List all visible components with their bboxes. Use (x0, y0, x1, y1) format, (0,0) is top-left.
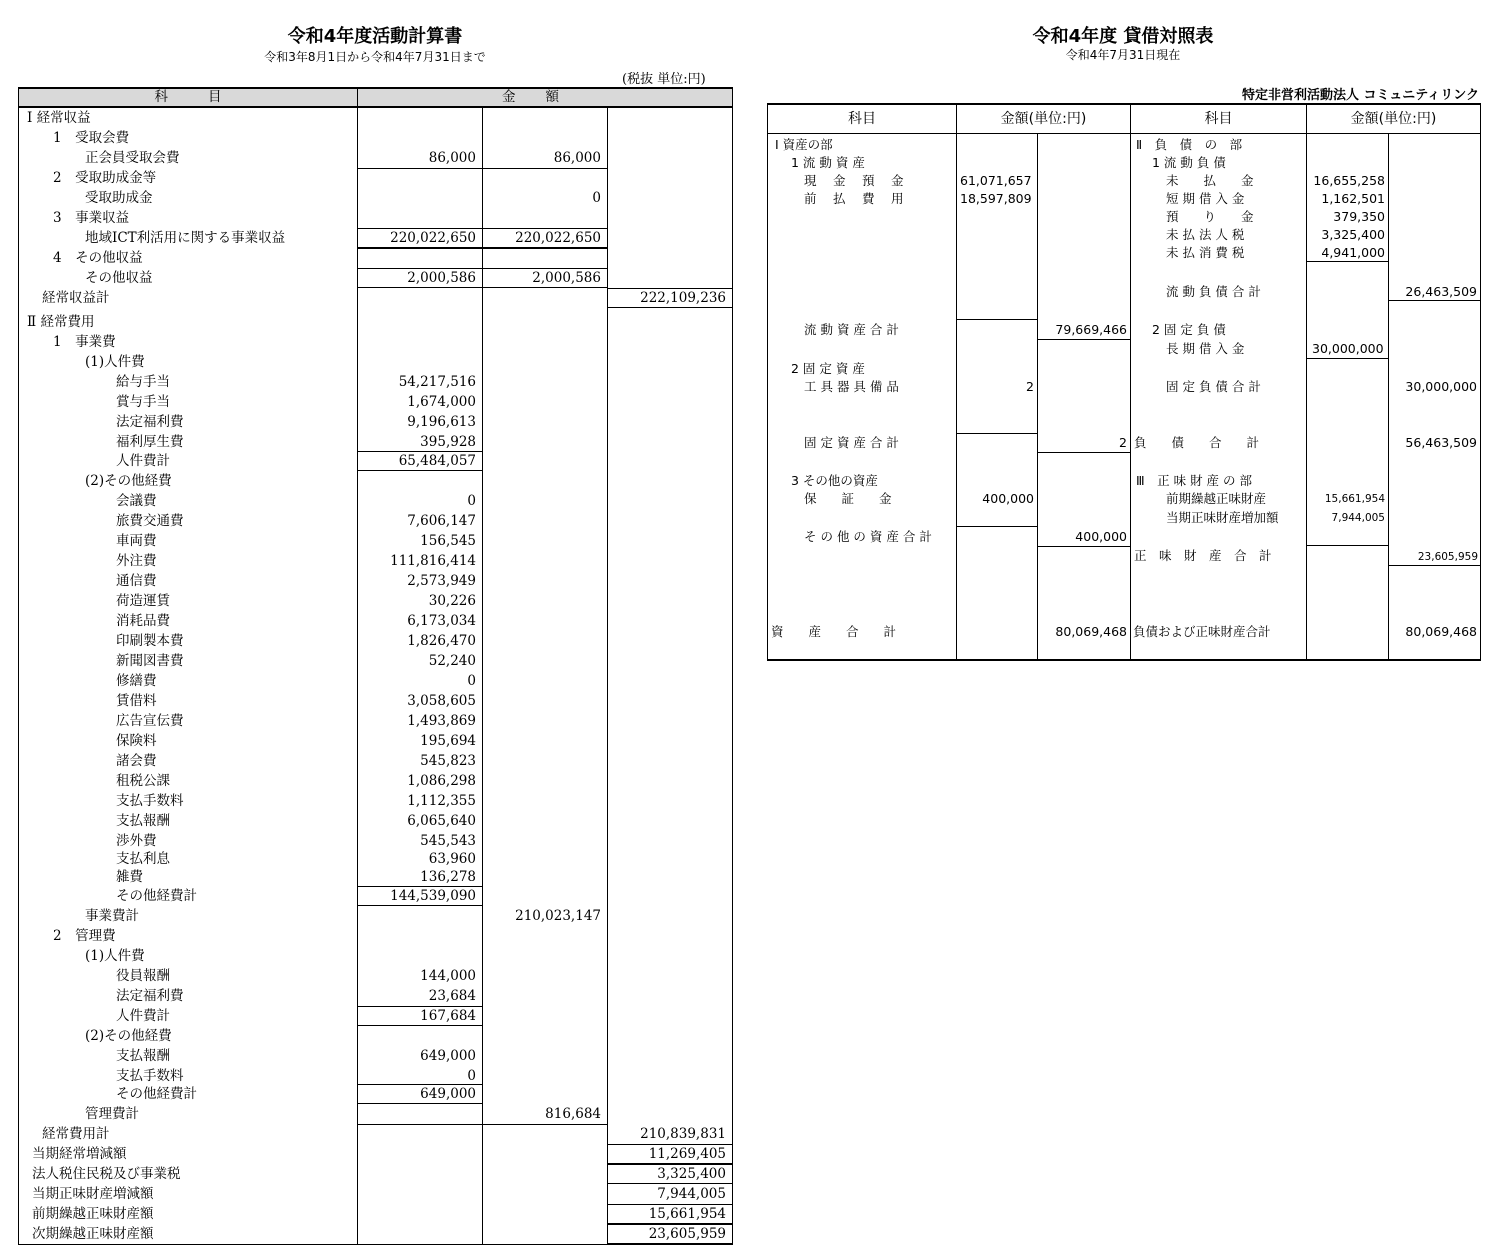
row-label: 正会員受取会費 (85, 150, 180, 166)
row-amount-c3 (608, 571, 726, 591)
row-amount-c3 (608, 946, 726, 966)
row-amount-c2 (483, 867, 601, 887)
row-amount-c1 (358, 312, 476, 332)
deposit-label: 保 証 金 (804, 491, 892, 506)
row-amount-c3 (608, 886, 726, 906)
row-amount-c1 (358, 208, 476, 228)
row-amount-c1 (358, 1204, 476, 1224)
row-amount-c3 (608, 611, 726, 631)
row-amount-c1: 7,606,147 (407, 513, 476, 529)
liability-item-value: 16,655,258 (1313, 173, 1385, 188)
row-label: 事業費計 (85, 908, 139, 924)
liabilities-total-label: 負 債 合 計 (1134, 435, 1260, 450)
fixed-assets-total-label: 固 定 資 産 合 計 (804, 435, 899, 450)
row-label: 役員報酬 (116, 968, 170, 984)
prepaid-label: 前 払 費 用 (804, 191, 906, 206)
row-amount-c2 (483, 1006, 601, 1026)
row-label: 2 管理費 (53, 928, 116, 944)
row-amount-c2 (483, 1026, 601, 1046)
row-amount-c3 (608, 511, 726, 531)
row-label: その他収益 (85, 270, 153, 286)
row-amount-c1 (358, 332, 476, 352)
row-amount-c2: 0 (592, 190, 601, 206)
row-amount-c1: 23,684 (428, 988, 476, 1004)
row-amount-c2 (483, 986, 601, 1006)
row-label: (2)その他経費 (85, 473, 172, 489)
row-amount-c1: 545,823 (420, 753, 476, 769)
row-label: 賃借料 (116, 693, 157, 709)
row-amount-c1: 220,022,650 (390, 230, 476, 246)
row-amount-c1 (358, 1224, 476, 1244)
row-label: その他経費計 (116, 1086, 197, 1102)
row-label: (1)人件費 (85, 948, 145, 964)
row-amount-c2 (483, 1164, 601, 1184)
net-assets-total-label: 正 味 財 産 合 計 (1134, 548, 1272, 563)
fixed-liabilities-total-label: 固 定 負 債 合 計 (1166, 379, 1261, 394)
row-amount-c3 (608, 372, 726, 392)
row-amount-c1: 65,484,057 (398, 453, 476, 469)
row-amount-c1: 545,543 (420, 833, 476, 849)
row-amount-c3 (608, 966, 726, 986)
row-amount-c1: 144,539,090 (390, 888, 476, 904)
row-amount-c1: 86,000 (428, 150, 476, 166)
equipment-value: 2 (1026, 379, 1034, 394)
row-label: (2)その他経費 (85, 1028, 172, 1044)
row-amount-c2 (483, 288, 601, 308)
row-label: 消耗品費 (116, 613, 170, 629)
row-amount-c3 (608, 867, 726, 887)
row-amount-c3 (608, 711, 726, 731)
row-label: 経常費用計 (42, 1126, 110, 1142)
row-amount-c3 (608, 906, 726, 926)
deposit-value: 400,000 (982, 491, 1034, 506)
row-amount-c1 (358, 168, 476, 188)
row-amount-c2 (483, 651, 601, 671)
row-amount-c2 (483, 966, 601, 986)
row-amount-c1 (358, 352, 476, 372)
row-label: 支払手数料 (116, 793, 184, 809)
net-assets-increase-value: 7,944,005 (1331, 512, 1385, 524)
row-amount-c3 (608, 208, 726, 228)
row-amount-c1: 1,674,000 (407, 394, 476, 410)
row-amount-c2 (483, 671, 601, 691)
row-label: 給与手当 (116, 374, 170, 390)
row-amount-c2 (483, 312, 601, 332)
row-amount-c3 (608, 1084, 726, 1104)
row-amount-c2 (483, 1066, 601, 1086)
liability-item-label: 短 期 借 入 金 (1166, 191, 1245, 206)
row-amount-c2 (483, 168, 601, 188)
row-amount-c1 (358, 471, 476, 491)
liability-item-label: 預 り 金 (1166, 209, 1254, 224)
current-liabilities-total-label: 流 動 負 債 合 計 (1166, 284, 1261, 299)
row-amount-c1: 167,684 (420, 1008, 476, 1024)
row-label: 外注費 (116, 553, 157, 569)
current-assets-total: 79,669,466 (1055, 322, 1127, 337)
bs-header-left-account: 科目 (848, 111, 876, 127)
row-amount-c1: 136,278 (420, 869, 476, 885)
row-amount-c2 (483, 571, 601, 591)
row-label: 支払利息 (116, 851, 170, 867)
row-label: 賞与手当 (116, 394, 170, 410)
row-amount-c3 (608, 248, 726, 268)
row-amount-c3 (608, 228, 726, 248)
row-amount-c3 (608, 312, 726, 332)
row-amount-c1: 3,058,605 (407, 693, 476, 709)
cash-value: 61,071,657 (960, 173, 1032, 188)
row-amount-c3 (608, 551, 726, 571)
row-label: 修繕費 (116, 673, 157, 689)
row-amount-c1 (358, 248, 476, 268)
row-amount-c2 (483, 1224, 601, 1244)
row-amount-c3 (608, 168, 726, 188)
row-amount-c3 (608, 471, 726, 491)
row-label: 広告宣伝費 (116, 713, 184, 729)
row-amount-c3 (608, 791, 726, 811)
row-amount-c3 (608, 651, 726, 671)
row-amount-c2: 220,022,650 (515, 230, 601, 246)
grand-total: 80,069,468 (1405, 624, 1477, 639)
row-amount-c1 (358, 1026, 476, 1046)
row-label: 支払手数料 (116, 1068, 184, 1084)
row-amount-c2 (483, 711, 601, 731)
row-amount-c2 (483, 1124, 601, 1144)
activity-statement-period: 令和3年8月1日から令和4年7月31日まで (264, 50, 486, 64)
row-label: 次期繰越正味財産額 (32, 1226, 154, 1242)
row-label: 人件費計 (116, 1008, 170, 1024)
long-term-loan-value: 30,000,000 (1312, 341, 1384, 356)
row-label: Ⅰ 経常収益 (27, 110, 91, 126)
liability-item-label: 未 払 金 (1166, 173, 1254, 188)
assets-total: 80,069,468 (1055, 624, 1127, 639)
row-label: 租税公課 (116, 773, 170, 789)
row-amount-c2 (483, 248, 601, 268)
row-amount-c2 (483, 946, 601, 966)
row-amount-c3 (608, 491, 726, 511)
row-amount-c2 (483, 926, 601, 946)
balance-sheet-date: 令和4年7月31日現在 (1065, 48, 1181, 62)
row-amount-c1 (358, 926, 476, 946)
bs-header-right-amount: 金額(単位:円) (1350, 111, 1437, 127)
row-label: 地域ICT利活用に関する事業収益 (85, 230, 286, 246)
equipment-label: 工 具 器 具 備 品 (804, 379, 899, 394)
row-amount-c2 (483, 791, 601, 811)
row-amount-c3 (608, 849, 726, 869)
row-amount-c3 (608, 392, 726, 412)
row-amount-c3 (608, 108, 726, 128)
row-amount-c3 (608, 451, 726, 471)
row-amount-c3: 3,325,400 (657, 1166, 726, 1182)
row-label: 人件費計 (116, 453, 170, 469)
row-label: 法定福利費 (116, 414, 184, 430)
row-amount-c2 (483, 731, 601, 751)
row-amount-c1: 52,240 (428, 653, 476, 669)
row-amount-c2 (483, 108, 601, 128)
row-amount-c2 (483, 831, 601, 851)
row-amount-c3 (608, 1046, 726, 1066)
balance-sheet-title: 令和4年度 貸借対照表 (1032, 26, 1214, 47)
row-amount-c1: 1,112,355 (407, 793, 476, 809)
row-amount-c1: 2,000,586 (407, 270, 476, 286)
row-amount-c3 (608, 332, 726, 352)
row-label: 法人税住民税及び事業税 (32, 1166, 181, 1182)
liability-item-value: 379,350 (1333, 209, 1385, 224)
row-amount-c1: 649,000 (420, 1048, 476, 1064)
row-label: 支払報酬 (116, 813, 170, 829)
row-label: 前期繰越正味財産額 (32, 1206, 154, 1222)
row-amount-c1: 649,000 (420, 1086, 476, 1102)
row-amount-c3 (608, 831, 726, 851)
row-label: 荷造運賃 (116, 593, 170, 609)
row-amount-c1: 0 (467, 673, 476, 689)
row-amount-c3 (608, 188, 726, 208)
row-label: 経常収益計 (42, 290, 110, 306)
row-amount-c3 (608, 1066, 726, 1086)
row-amount-c3 (608, 531, 726, 551)
row-amount-c3: 7,944,005 (657, 1186, 726, 1202)
row-label: 当期経常増減額 (32, 1146, 127, 1162)
row-amount-c3 (608, 811, 726, 831)
liability-item-value: 4,941,000 (1321, 245, 1385, 260)
row-amount-c2 (483, 591, 601, 611)
row-label: 2 受取助成金等 (53, 170, 157, 186)
row-amount-c1 (358, 1144, 476, 1164)
row-amount-c1: 30,226 (428, 593, 476, 609)
row-amount-c3: 210,839,831 (640, 1126, 726, 1142)
row-amount-c1: 111,816,414 (390, 553, 476, 569)
row-amount-c3 (608, 1026, 726, 1046)
row-amount-c2 (483, 352, 601, 372)
row-amount-c1 (358, 1164, 476, 1184)
fixed-assets-total: 2 (1119, 435, 1127, 450)
row-amount-c1: 9,196,613 (407, 414, 476, 430)
row-amount-c1 (358, 946, 476, 966)
row-amount-c2 (483, 451, 601, 471)
grand-total-label: 負債および正味財産合計 (1133, 624, 1271, 639)
row-amount-c3 (608, 926, 726, 946)
row-amount-c2 (483, 372, 601, 392)
row-label: 法定福利費 (116, 988, 184, 1004)
row-amount-c1: 144,000 (420, 968, 476, 984)
net-assets-increase-label: 当期正味財産増加額 (1166, 510, 1279, 525)
row-amount-c2 (483, 392, 601, 412)
row-amount-c1 (358, 288, 476, 308)
row-label: 印刷製本費 (116, 633, 184, 649)
row-label: 諸会費 (116, 753, 157, 769)
row-amount-c1 (358, 1124, 476, 1144)
row-label: 渉外費 (116, 833, 157, 849)
row-label: 4 その他収益 (53, 250, 143, 266)
row-label: 支払報酬 (116, 1048, 170, 1064)
row-amount-c1: 6,173,034 (407, 613, 476, 629)
assets-section: Ⅰ 資産の部 (775, 137, 833, 152)
row-amount-c3 (608, 631, 726, 651)
bs-header-left-amount: 金額(単位:円) (1000, 111, 1087, 127)
row-label: 福利厚生費 (116, 434, 184, 450)
row-amount-c2 (483, 471, 601, 491)
row-amount-c3 (608, 671, 726, 691)
row-amount-c1: 395,928 (420, 434, 476, 450)
row-amount-c2 (483, 491, 601, 511)
activity-statement-title: 令和4年度活動計算書 (287, 26, 463, 47)
row-amount-c1 (358, 906, 476, 926)
row-label: 通信費 (116, 573, 157, 589)
row-amount-c1: 0 (467, 1068, 476, 1084)
row-label: 当期正味財産増減額 (32, 1186, 154, 1202)
row-amount-c1: 63,960 (428, 851, 476, 867)
other-assets-heading: 3 その他の資産 (791, 473, 878, 488)
row-amount-c3: 222,109,236 (640, 290, 726, 306)
row-amount-c2 (483, 1084, 601, 1104)
row-amount-c2 (483, 1144, 601, 1164)
prior-net-assets-value: 15,661,954 (1324, 493, 1385, 505)
other-assets-total: 400,000 (1075, 529, 1127, 544)
row-amount-c2: 210,023,147 (515, 908, 601, 924)
row-amount-c2 (483, 412, 601, 432)
row-label: 旅費交通費 (116, 513, 184, 529)
row-amount-c1 (358, 1184, 476, 1204)
row-amount-c3 (608, 1006, 726, 1026)
row-amount-c1: 0 (467, 493, 476, 509)
row-amount-c1: 1,086,298 (407, 773, 476, 789)
fixed-liabilities-total: 30,000,000 (1405, 379, 1477, 394)
row-amount-c2 (483, 849, 601, 869)
row-amount-c3 (608, 591, 726, 611)
prepaid-value: 18,597,809 (960, 191, 1032, 206)
row-label: 新聞図書費 (116, 653, 184, 669)
row-amount-c2 (483, 432, 601, 452)
row-amount-c2 (483, 511, 601, 531)
cash-label: 現 金 預 金 (804, 173, 906, 188)
net-assets-section: Ⅲ 正 味 財 産 の 部 (1136, 473, 1252, 488)
row-label: 保険料 (116, 733, 157, 749)
row-amount-c1: 156,545 (420, 533, 476, 549)
row-amount-c3: 23,605,959 (648, 1226, 726, 1242)
row-amount-c3 (608, 691, 726, 711)
row-amount-c3 (608, 771, 726, 791)
current-liabilities-total: 26,463,509 (1405, 284, 1477, 299)
row-label: 1 事業費 (53, 334, 116, 350)
row-label: 3 事業収益 (53, 210, 130, 226)
row-amount-c3 (608, 1104, 726, 1124)
row-amount-c2 (483, 1204, 601, 1224)
row-amount-c2 (483, 751, 601, 771)
row-amount-c2 (483, 811, 601, 831)
row-amount-c1: 2,573,949 (407, 573, 476, 589)
row-amount-c2 (483, 631, 601, 651)
row-label: Ⅱ 経常費用 (27, 314, 95, 330)
row-amount-c2 (483, 531, 601, 551)
prior-net-assets-label: 前期繰越正味財産 (1166, 491, 1267, 506)
row-amount-c2: 86,000 (553, 150, 601, 166)
row-amount-c3 (608, 432, 726, 452)
liability-item-value: 1,162,501 (1321, 191, 1385, 206)
row-amount-c1: 195,694 (420, 733, 476, 749)
fixed-assets-heading: 2 固 定 資 産 (791, 361, 865, 376)
current-assets-total-label: 流 動 資 産 合 計 (804, 322, 899, 337)
row-amount-c2 (483, 1046, 601, 1066)
long-term-loan-label: 長 期 借 入 金 (1166, 341, 1245, 356)
row-amount-c2 (483, 886, 601, 906)
header-amount: 金額 (502, 89, 589, 105)
row-amount-c1 (358, 188, 476, 208)
current-assets-heading: 1 流 動 資 産 (791, 155, 865, 170)
row-amount-c2 (483, 551, 601, 571)
row-label: 雑費 (116, 869, 143, 885)
row-amount-c2 (483, 611, 601, 631)
row-amount-c3 (608, 751, 726, 771)
row-label: 管理費計 (85, 1106, 139, 1122)
row-amount-c3 (608, 412, 726, 432)
row-label: 車両費 (116, 533, 157, 549)
row-amount-c3 (608, 268, 726, 288)
header-account: 科目 (154, 89, 262, 105)
row-amount-c2 (483, 771, 601, 791)
row-amount-c3 (608, 352, 726, 372)
row-amount-c1: 1,826,470 (407, 633, 476, 649)
row-amount-c2 (483, 208, 601, 228)
row-amount-c3 (608, 986, 726, 1006)
assets-total-label: 資 産 合 計 (771, 624, 897, 639)
row-amount-c1 (358, 128, 476, 148)
net-assets-total: 23,605,959 (1417, 551, 1478, 563)
row-amount-c2 (483, 691, 601, 711)
row-amount-c2 (483, 332, 601, 352)
row-label: 受取助成金 (85, 190, 153, 206)
row-amount-c1 (358, 108, 476, 128)
row-amount-c2 (483, 1184, 601, 1204)
row-amount-c3 (608, 731, 726, 751)
liabilities-section: Ⅱ 負 債 の 部 (1136, 137, 1243, 152)
row-label: 1 受取会費 (53, 130, 130, 146)
row-amount-c1: 54,217,516 (398, 374, 476, 390)
row-amount-c2: 2,000,586 (532, 270, 601, 286)
liability-item-label: 未 払 法 人 税 (1166, 227, 1245, 242)
row-amount-c2 (483, 128, 601, 148)
row-label: 会議費 (116, 493, 157, 509)
liabilities-total: 56,463,509 (1405, 435, 1477, 450)
row-label: (1)人件費 (85, 354, 145, 370)
row-amount-c3 (608, 128, 726, 148)
row-amount-c2: 816,684 (545, 1106, 601, 1122)
other-assets-total-label: そ の 他 の 資 産 合 計 (804, 529, 932, 544)
row-amount-c3: 15,661,954 (648, 1206, 726, 1222)
row-amount-c1 (358, 1104, 476, 1124)
bs-header-right-account: 科目 (1204, 111, 1233, 127)
liability-item-value: 3,325,400 (1321, 227, 1385, 242)
row-amount-c3: 11,269,405 (648, 1146, 726, 1162)
row-amount-c1: 1,493,869 (407, 713, 476, 729)
organization-name: 特定非営利活動法人 コミュニティリンク (1242, 88, 1479, 103)
unit-note: (税抜 単位:円) (622, 72, 706, 87)
row-amount-c3 (608, 148, 726, 168)
current-liabilities-heading: 1 流 動 負 債 (1152, 155, 1226, 170)
liability-item-label: 未 払 消 費 税 (1166, 245, 1245, 260)
row-label: その他経費計 (116, 888, 197, 904)
fixed-liabilities-heading: 2 固 定 負 債 (1152, 322, 1226, 337)
row-amount-c1: 6,065,640 (407, 813, 476, 829)
